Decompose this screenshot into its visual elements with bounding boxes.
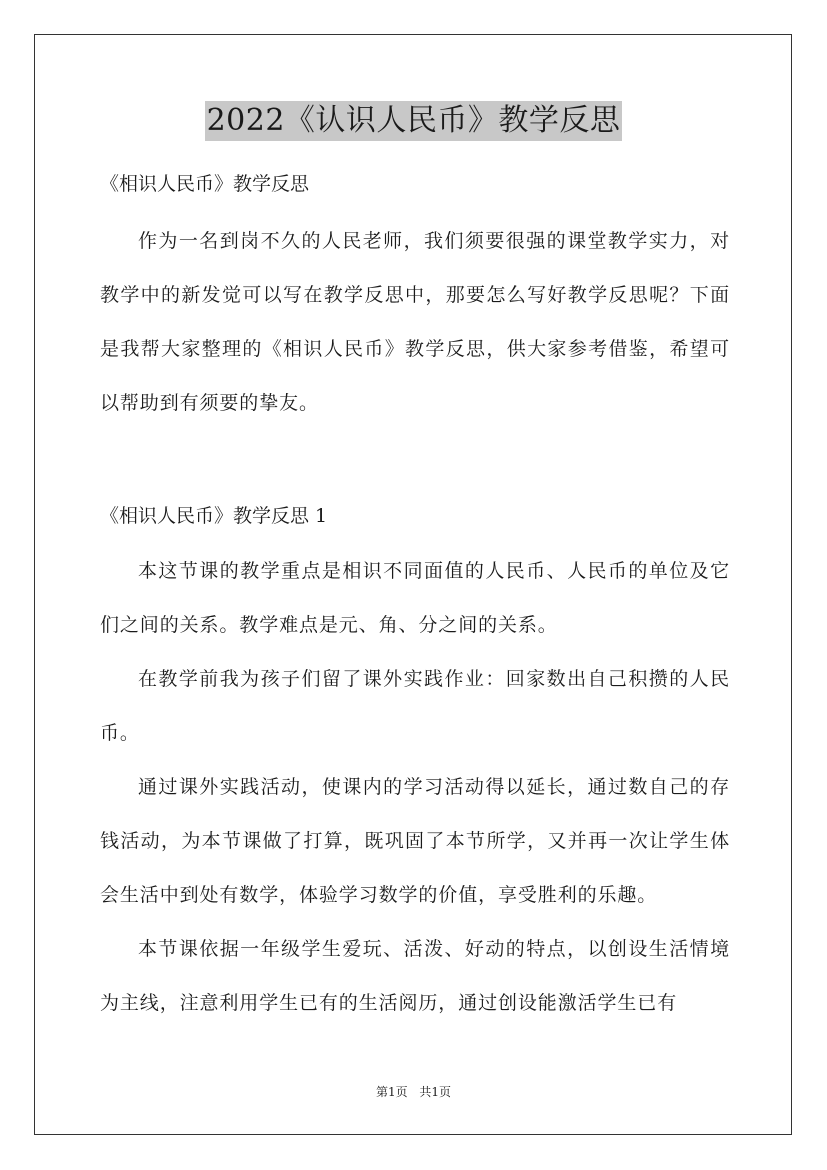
section-gap	[100, 430, 730, 442]
document-title: 2022《认识人民币》教学反思	[205, 101, 623, 141]
intro-heading: 《相识人民币》教学反思	[100, 173, 310, 195]
document-title-wrap	[0, 101, 827, 141]
intro-paragraph: 作为一名到岗不久的人民老师，我们须要很强的课堂教学实力，对教学中的新发觉可以写在教学反思中，那要怎么写好教学反思呢？下面是我帮大家整理的《相识人民币》教学反思，供大家参考借鉴，希望可以帮助到有须要的挚友。	[100, 230, 730, 414]
section1-heading: 《相识人民币》教学反思 1	[100, 505, 328, 527]
body-paragraph: 本这节课的教学重点是相识不同面值的人民币、人民币的单位及它们之间的关系。教学难点是元、角、分之间的关系。	[100, 560, 730, 636]
page-total: 共1页	[419, 1085, 452, 1099]
body-paragraph: 在教学前我为孩子们留了课外实践作业：回家数出自己积攒的人民币。	[100, 668, 730, 744]
page-number: 第1页	[375, 1085, 408, 1099]
body-paragraph: 通过课外实践活动，使课内的学习活动得以延长，通过数自己的存钱活动，为本节课做了打算，既巩固了本节所学，又并再一次让学生体会生活中到处有数学，体验学习数学的价值，享受胜利的乐趣。	[100, 776, 730, 906]
document-body	[100, 170, 730, 1030]
body-paragraph: 本节课依据一年级学生爱玩、活泼、好动的特点，以创设生活情境为主线，注意利用学生已有的生活阅历，通过创设能激活学生已有	[100, 938, 730, 1014]
page-footer	[0, 1084, 827, 1100]
